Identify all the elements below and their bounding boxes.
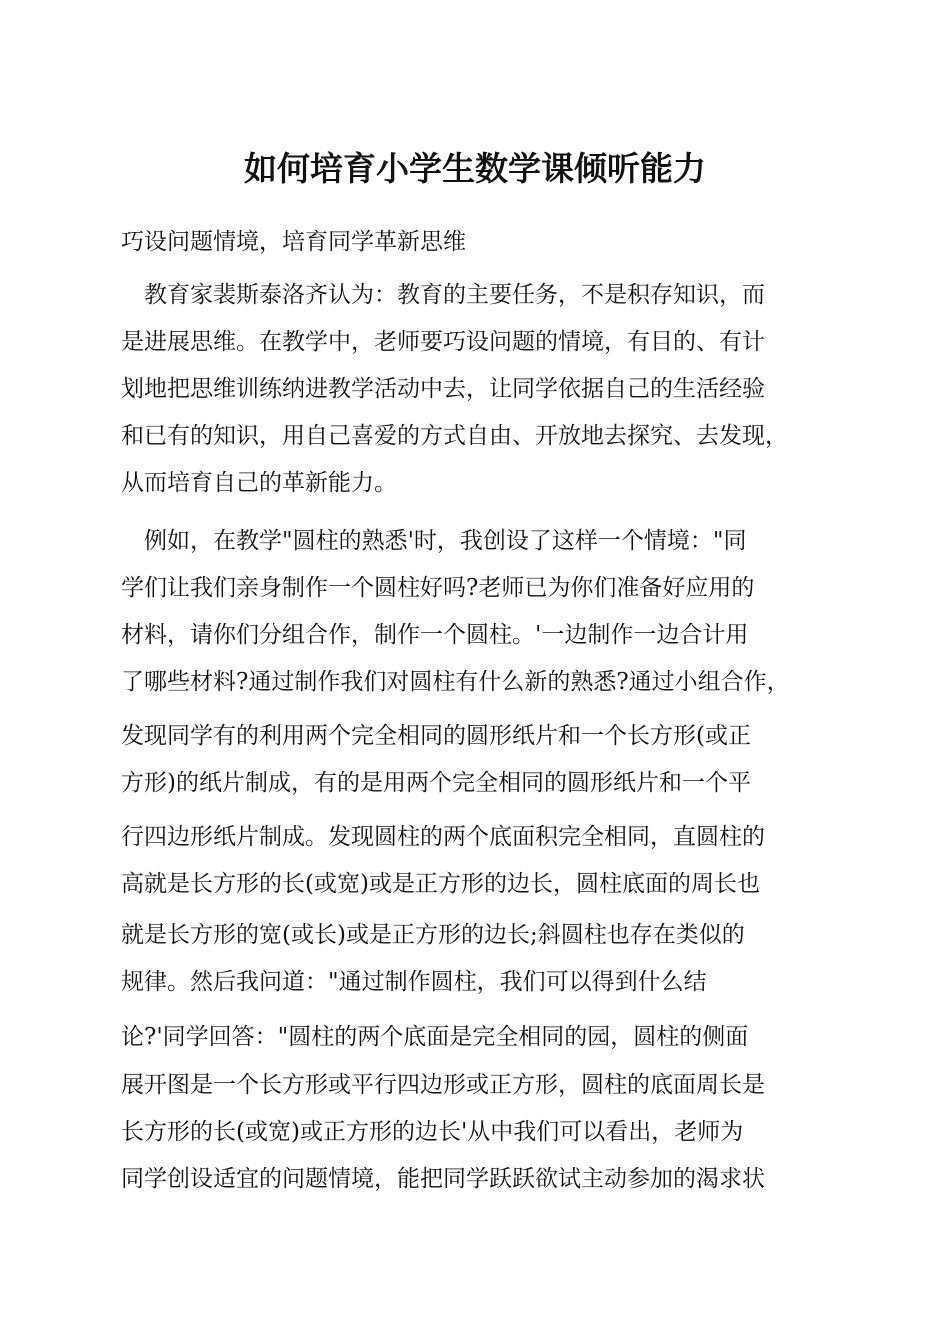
body-line: 从而培育自己的革新能力。: [121, 470, 397, 496]
body-line: 划地把思维训练纳进教学活动中去，让同学依据自己的生活经验: [121, 376, 765, 402]
body-line: 方形)的纸片制成，有的是用两个完全相同的圆形纸片和一个平: [121, 770, 751, 796]
body-line: 长方形的长(或宽)或正方形的边长'从中我们可以看出，老师为: [121, 1119, 744, 1145]
body-line: 例如，在教学"圆柱的熟悉'时，我创设了这样一个情境："同: [121, 528, 747, 554]
body-line: 展开图是一个长方形或平行四边形或正方形，圆柱的底面周长是: [121, 1072, 765, 1098]
body-line: 论?'同学回答："圆柱的两个底面是完全相同的园，圆柱的侧面: [121, 1024, 749, 1050]
body-line: 材料，请你们分组合作，制作一个圆柱。'一边制作一边合计用: [121, 622, 749, 648]
body-line: 发现同学有的利用两个完全相同的圆形纸片和一个长方形(或正: [121, 723, 751, 749]
body-line: 了哪些材料?通过制作我们对圆柱有什么新的熟悉?通过小组合作，: [121, 669, 790, 695]
body-line: 就是长方形的宽(或长)或是正方形的边长;斜圆柱也存在类似的: [121, 922, 745, 948]
document-title: 如何培育小学生数学课倾听能力: [244, 149, 706, 188]
body-line: 同学创设适宜的问题情境，能把同学跃跃欲试主动参加的渴求状: [121, 1166, 765, 1192]
body-line: 行四边形纸片制成。发现圆柱的两个底面积完全相同，直圆柱的: [121, 824, 765, 850]
section-heading: 巧设问题情境，培育同学革新思维: [121, 229, 466, 255]
body-line: 教育家裴斯泰洛齐认为：教育的主要任务，不是积存知识，而: [121, 282, 765, 308]
body-line: 高就是长方形的长(或宽)或是正方形的边长，圆柱底面的周长也: [121, 871, 760, 897]
body-line: 规律。然后我问道："通过制作圆柱，我们可以得到什么结: [121, 969, 707, 995]
body-line: 和已有的知识，用自己喜爱的方式自由、开放地去探究、去发现，: [121, 423, 788, 449]
body-line: 学们让我们亲身制作一个圆柱好吗?老师已为你们准备好应用的: [121, 575, 755, 601]
body-line: 是进展思维。在教学中，老师要巧设问题的情境，有目的、有计: [121, 329, 765, 355]
